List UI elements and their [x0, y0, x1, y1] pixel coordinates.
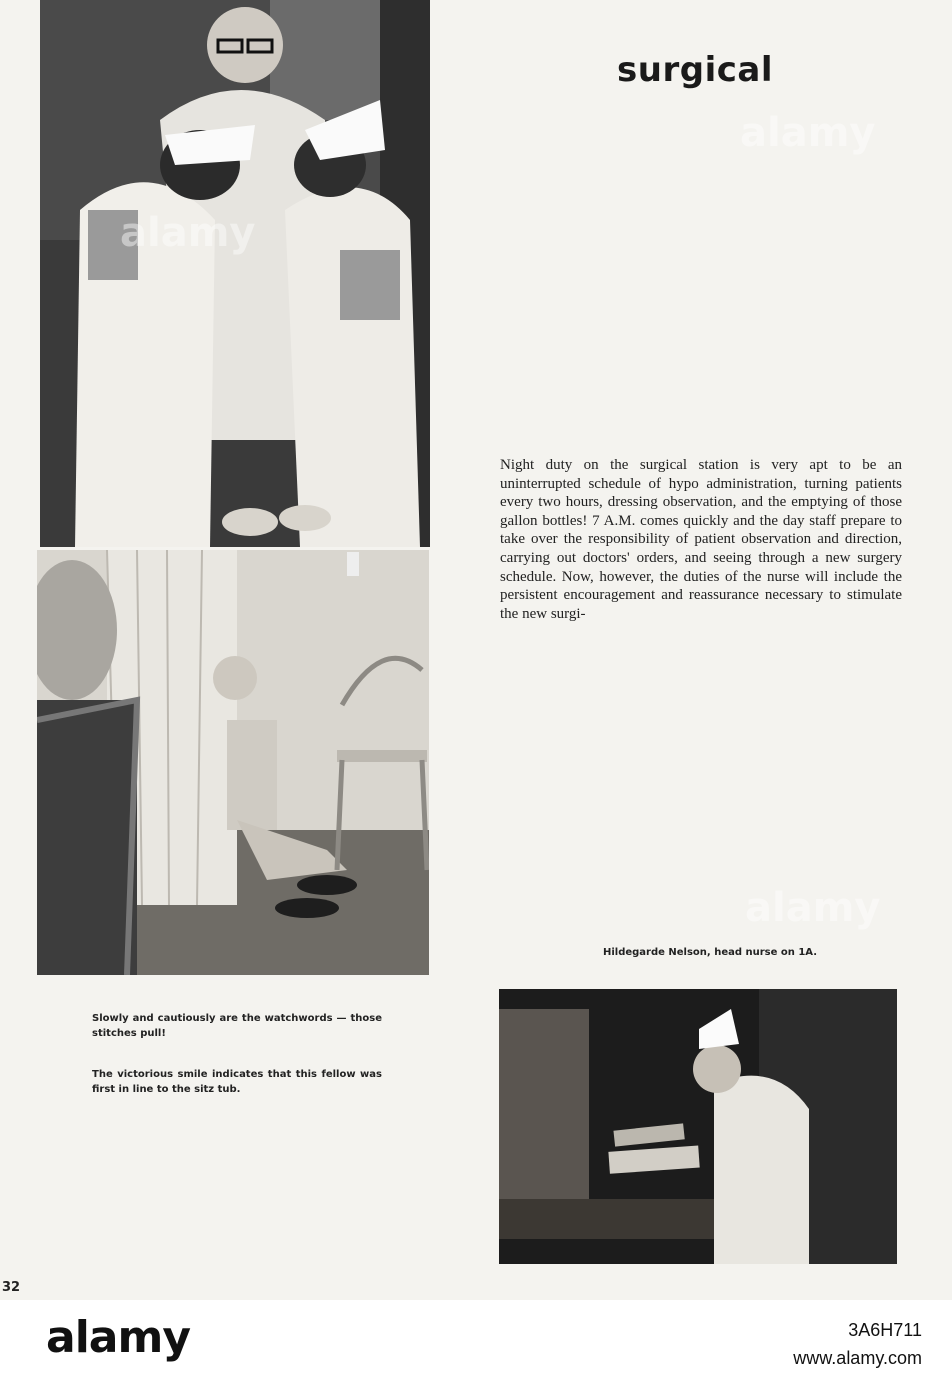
caption-head-nurse: Hildegarde Nelson, head nurse on 1A.	[602, 947, 818, 958]
watermark-logo: alamy	[745, 885, 881, 931]
watermark-logo: alamy	[120, 210, 256, 256]
watermark-logo: alamy	[740, 110, 876, 156]
photo-nurses-group	[40, 0, 430, 547]
footer-url: www.alamy.com	[793, 1348, 922, 1368]
footer-logo: alamy	[46, 1312, 190, 1363]
page-number: 32	[2, 1280, 21, 1295]
body-paragraph: Night duty on the surgical station is very apt to be an uninterrupted schedule of hypo administration, turning patients every two hours, dressing observation, and the emptying of those gallon bottles! 7 A.M. comes quickly and the day staff prepare to take over the responsibility of patient observation and direction, carrying out doctors' orders, and seeing through a new surgery schedule. Now, however, the duties of the nurse will include the persistent encouragement and reassurance necessary to stimulate the new surgi-	[500, 457, 902, 622]
photo-patient-curtain	[37, 550, 429, 975]
caption-stitches: Slowly and cautiously are the watchwords — those stitches pull!	[92, 1013, 382, 1039]
photo-head-nurse-desk	[499, 989, 897, 1264]
footer-image-id: 3A6H711	[848, 1320, 922, 1340]
page-title: surgical	[617, 50, 773, 90]
caption-smile: The victorious smile indicates that this fellow was first in line to the sitz tub.	[92, 1069, 382, 1095]
